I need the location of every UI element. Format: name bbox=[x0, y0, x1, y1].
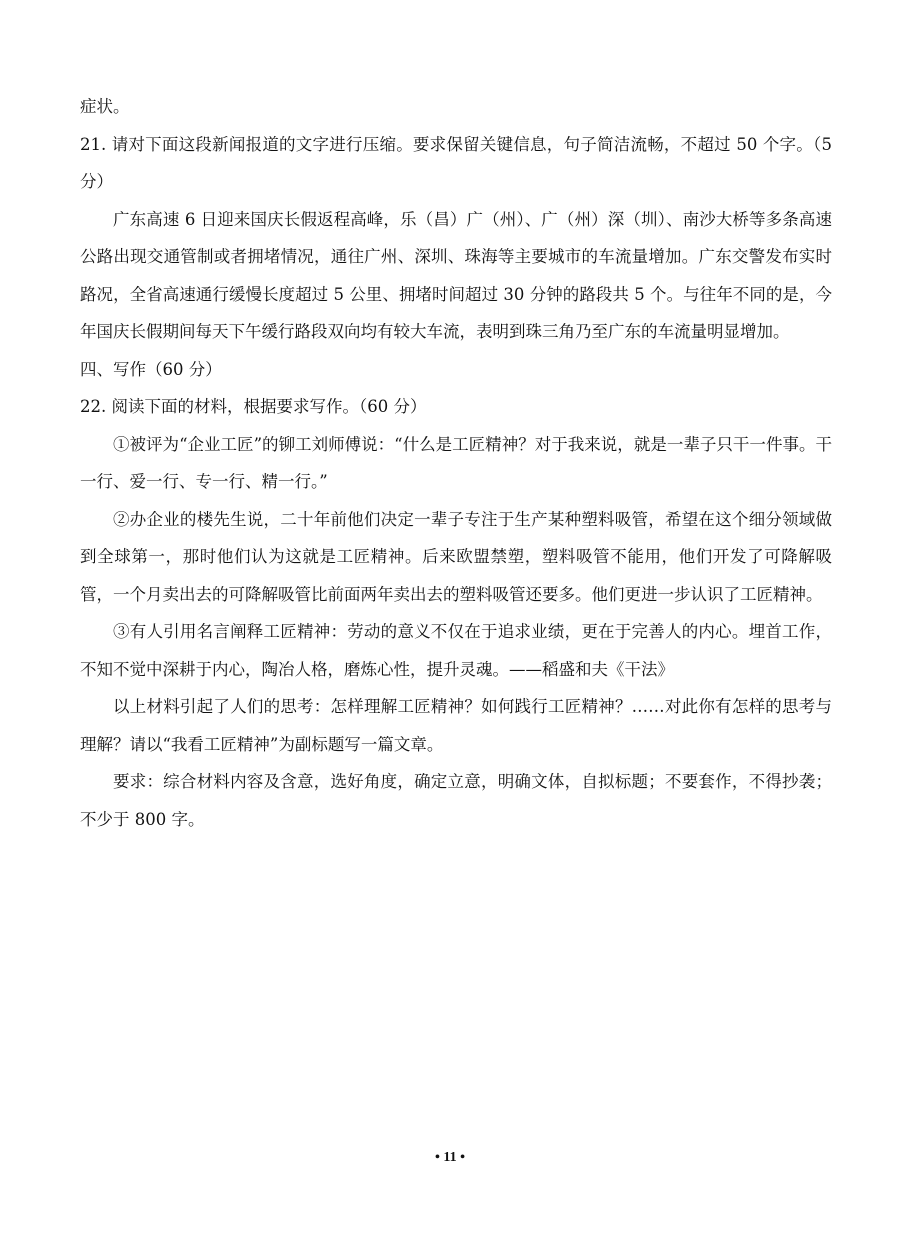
paragraph-continuation: 症状。 bbox=[80, 97, 130, 116]
writing-prompt: 以上材料引起了人们的思考：怎样理解工匠精神？如何践行工匠精神？……对此你有怎样的思考与理解？请以“我看工匠精神”为副标题写一篇文章。 bbox=[80, 697, 832, 754]
document-body bbox=[80, 88, 832, 838]
section-heading-writing: 四、写作（60 分） bbox=[80, 359, 222, 379]
news-passage: 广东高速 6 日迎来国庆长假返程高峰，乐（昌）广（州）、广（州）深（圳）、南沙大桥等多条高速公路出现交通管制或者拥堵情况，通往广州、深圳、珠海等主要城市的车流量增加。广东交警发布实时路况，全省高速通行缓慢长度超过 5 公里、拥堵时间超过 30 分钟的路段共 5 个。与往年不同的是，今年国庆长假期间每天下午缓行路段双向均有较大车流，表明到珠三角乃至广东的车流量明显增加。 bbox=[80, 209, 832, 341]
material-2: ②办企业的楼先生说，二十年前他们决定一辈子专注于生产某种塑料吸管，希望在这个细分领域做到全球第一，那时他们认为这就是工匠精神。后来欧盟禁塑，塑料吸管不能用，他们开发了可降解吸管，一个月卖出去的可降解吸管比前面两年卖出去的塑料吸管还要多。他们更进一步认识了工匠精神。 bbox=[80, 509, 832, 604]
question-21: 21. 请对下面这段新闻报道的文字进行压缩。要求保留关键信息，句子简洁流畅，不超过 50 个字。（5 分） bbox=[80, 134, 832, 191]
writing-requirements: 要求：综合材料内容及含意，选好角度，确定立意，明确文体，自拟标题；不要套作，不得抄袭；不少于 800 字。 bbox=[80, 772, 832, 829]
material-3: ③有人引用名言阐释工匠精神：劳动的意义不仅在于追求业绩，更在于完善人的内心。埋首工作，不知不觉中深耕于内心，陶冶人格，磨炼心性，提升灵魂。——稻盛和夫《干法》 bbox=[80, 622, 832, 679]
page-number: • 11 • bbox=[434, 1150, 466, 1165]
material-1: ①被评为“企业工匠”的铆工刘师傅说：“什么是工匠精神？对于我来说，就是一辈子只干一件事。干一行、爱一行、专一行、精一行。” bbox=[80, 434, 832, 491]
question-22: 22. 阅读下面的材料，根据要求写作。（60 分） bbox=[80, 397, 427, 416]
